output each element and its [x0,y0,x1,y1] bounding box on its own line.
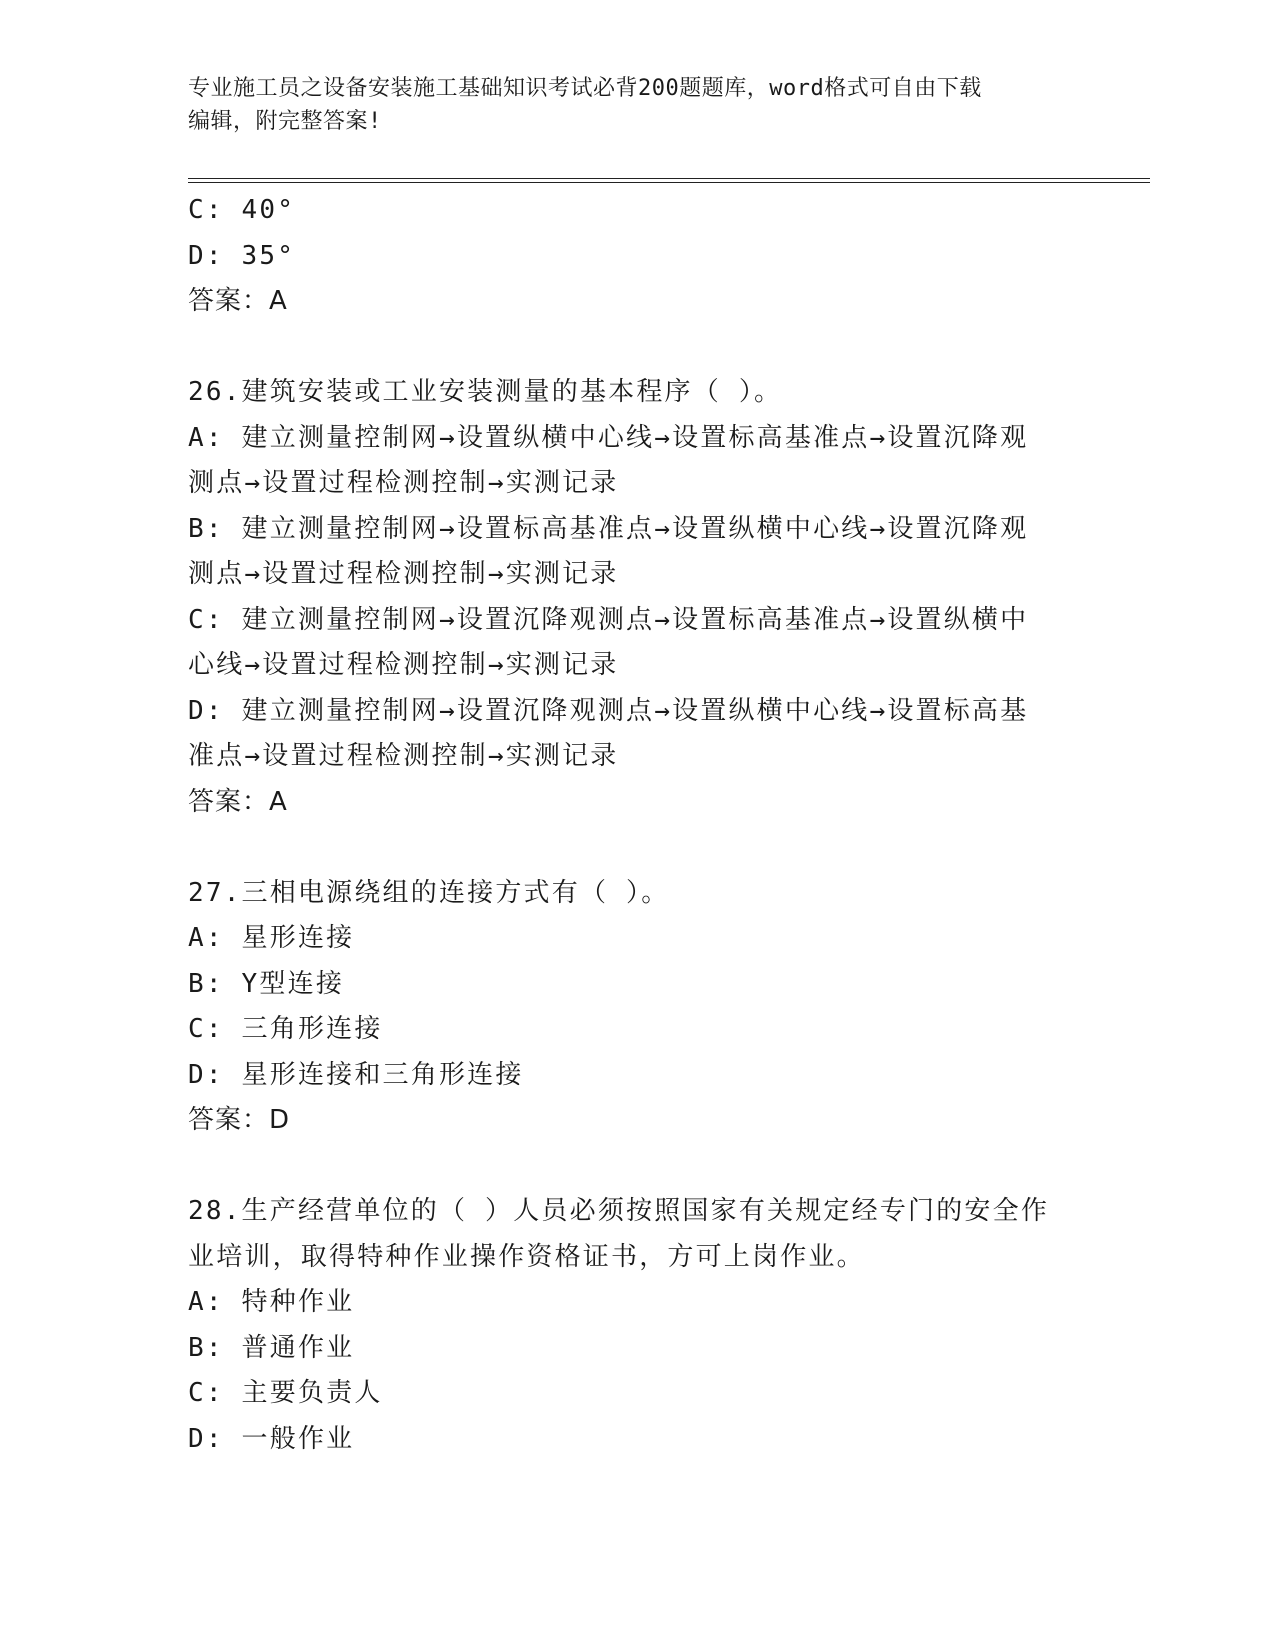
option-c-line-2: 心线→设置过程检测控制→实测记录 [188,650,619,680]
header-divider-top [188,178,1150,179]
question-stem-line-1: 28.生产经营单位的（ ）人员必须按照国家有关规定经专门的安全作 [188,1196,1050,1226]
spacer [188,825,1088,871]
option-d-line-1: D: 建立测量控制网→设置沉降观测点→设置纵横中心线→设置标高基 [188,695,1029,726]
header-title-line-1: 专业施工员之设备安装施工基础知识考试必背200题题库，word格式可自由下载 [188,76,982,101]
option-b-line-1: B: 建立测量控制网→设置标高基准点→设置纵横中心线→设置沉降观 [188,513,1029,544]
option-b-line-2: 测点→设置过程检测控制→实测记录 [188,559,619,589]
spacer [188,325,1088,371]
answer: 答案：A [188,286,288,316]
header-divider-bottom [188,182,1150,183]
answer: 答案：D [188,1105,291,1135]
option-d: D: 一般作业 [188,1423,355,1454]
spacer [188,1144,1088,1190]
question-28 [188,1189,1088,1462]
option-b: B: 普通作业 [188,1332,355,1363]
question-stem: 26.建筑安装或工业安装测量的基本程序（ ）。 [188,377,783,407]
question-25-tail [188,188,1088,325]
option-a: A: 星形连接 [188,923,355,953]
option-a: A: 特种作业 [188,1287,355,1317]
option-d: D: 星形连接和三角形连接 [188,1059,524,1090]
option-c: C: 40° [188,195,296,225]
option-c: C: 主要负责人 [188,1378,383,1408]
answer: 答案：A [188,786,288,817]
option-c: C: 三角形连接 [188,1014,383,1044]
option-c-line-1: C: 建立测量控制网→设置沉降观测点→设置标高基准点→设置纵横中 [188,604,1029,635]
page-header [188,72,1088,138]
question-27 [188,871,1088,1144]
option-d: D: 35° [188,240,296,271]
question-26 [188,370,1088,825]
question-stem-line-2: 业培训，取得特种作业操作资格证书，方可上岗作业。 [188,1241,865,1272]
option-a-line-1: A: 建立测量控制网→设置纵横中心线→设置标高基准点→设置沉降观 [188,422,1029,453]
option-b: B: Y型连接 [188,968,345,999]
header-title-line-2: 编辑，附完整答案! [188,109,382,134]
question-list [188,188,1088,1462]
option-a-line-2: 测点→设置过程检测控制→实测记录 [188,468,619,498]
option-d-line-2: 准点→设置过程检测控制→实测记录 [188,741,619,771]
question-stem: 27.三相电源绕组的连接方式有（ ）。 [188,877,670,908]
